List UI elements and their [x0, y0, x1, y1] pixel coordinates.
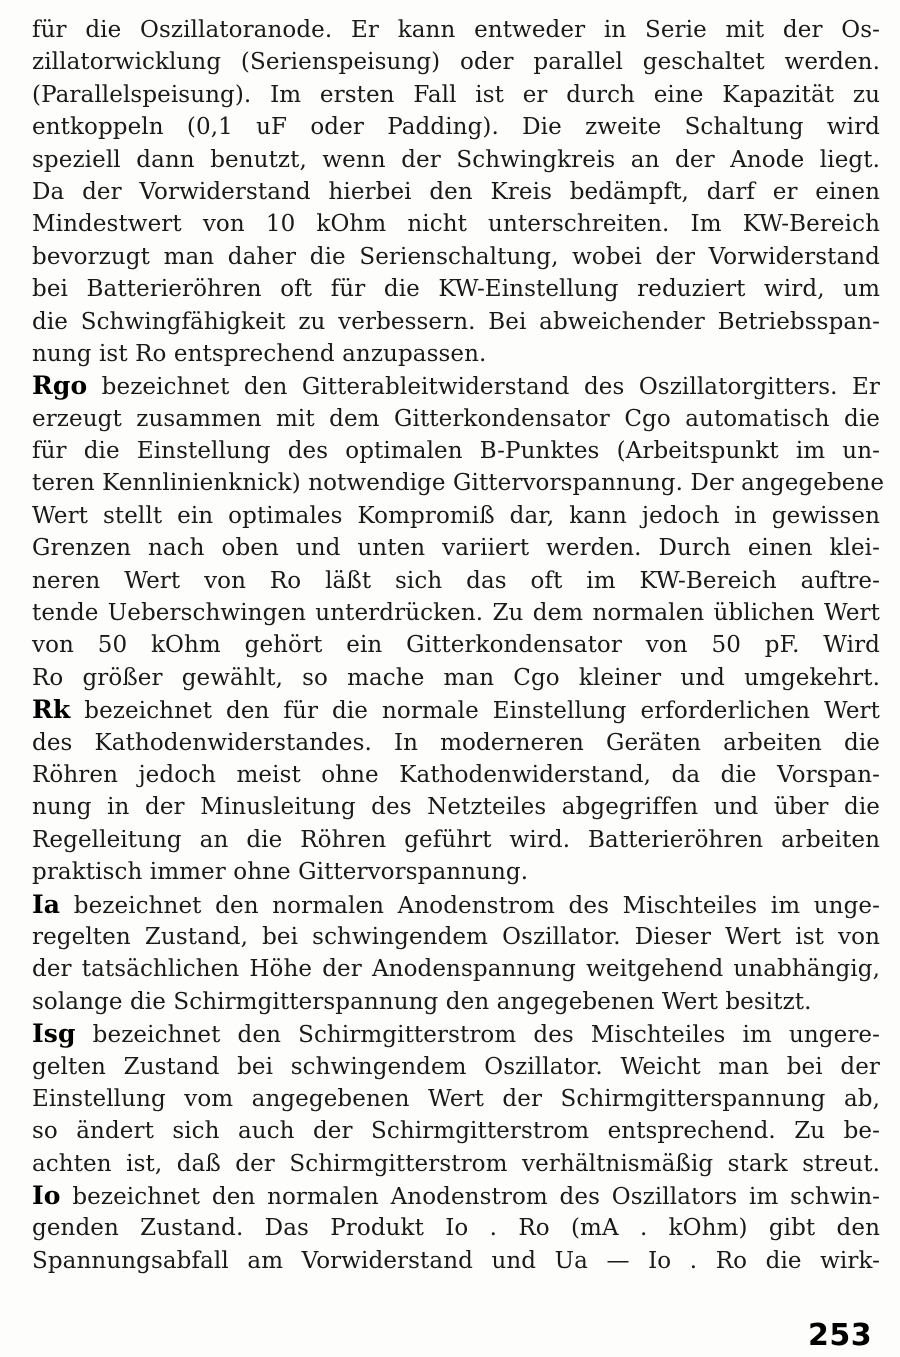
line-text: bezeichnet den für die normale Einstellung erforderlichen Wert — [70, 698, 880, 725]
text-line — [32, 306, 880, 338]
text-line — [32, 953, 880, 985]
text-line — [32, 1051, 880, 1083]
line-text: Da der Vorwiderstand hierbei den Kreis bedämpft, darf er einen — [32, 178, 880, 205]
term-label: Rgo — [32, 371, 88, 401]
term-label: Io — [32, 1181, 61, 1211]
text-line — [32, 1018, 880, 1050]
line-text: für die Einstellung des optimalen B-Punktes (Arbeitspunkt im un- — [32, 438, 880, 465]
text-line — [32, 435, 880, 467]
text-line — [32, 1212, 880, 1244]
page-number: 253 — [808, 1318, 873, 1353]
line-text: Wert stellt ein optimales Kompromiß dar, kann jedoch in gewissen — [32, 502, 880, 529]
line-text: Grenzen nach oben und unten variiert werden. Durch einen klei- — [32, 535, 880, 562]
line-text: des Kathodenwiderstandes. In moderneren Geräten arbeiten die — [32, 729, 880, 756]
text-line — [32, 273, 880, 305]
text-line — [32, 1115, 880, 1147]
text-line — [32, 79, 880, 111]
line-text: Einstellung vom angegebenen Wert der Schirmgitterspannung ab, — [32, 1085, 880, 1112]
text-line — [32, 1083, 880, 1115]
term-label: Isg — [32, 1019, 76, 1049]
text-line — [32, 597, 880, 629]
text-line — [32, 986, 880, 1018]
line-text: von 50 kOhm gehört ein Gitterkondensator von 50 pF. Wird — [32, 632, 880, 659]
text-line — [32, 662, 880, 694]
text-line — [32, 856, 880, 888]
line-text: Regelleitung an die Röhren geführt wird. Batterieröhren arbeiten — [32, 826, 880, 853]
line-text: Ro größer gewählt, so mache man Cgo kleiner und umgekehrt. — [32, 664, 880, 691]
text-line — [32, 727, 880, 759]
text-line — [32, 565, 880, 597]
line-text: bezeichnet den normalen Anodenstrom des Oszillators im schwin- — [60, 1184, 880, 1211]
text-line — [32, 500, 880, 532]
line-text: regelten Zustand, bei schwingendem Oszillator. Dieser Wert ist von — [32, 923, 880, 950]
line-text: solange die Schirmgitterspannung den angegebenen Wert besitzt. — [32, 988, 812, 1015]
text-line — [32, 241, 880, 273]
text-line — [32, 1180, 880, 1212]
line-text: nung ist Ro entsprechend anzupassen. — [32, 340, 487, 367]
text-line — [32, 759, 880, 791]
line-text: (Parallelspeisung). Im ersten Fall ist er durch eine Kapazität zu — [32, 81, 880, 108]
line-text: nung in der Minusleitung des Netzteiles abgegriffen und über die — [32, 794, 880, 821]
line-text: Röhren jedoch meist ohne Kathodenwiderstand, da die Vorspan- — [32, 761, 880, 788]
text-line — [32, 403, 880, 435]
line-text: bezeichnet den Schirmgitterstrom des Mischteiles im ungere- — [75, 1022, 880, 1049]
line-text: so ändert sich auch der Schirmgitterstrom entsprechend. Zu be- — [32, 1118, 880, 1145]
text-line — [32, 1245, 880, 1277]
line-text: tende Ueberschwingen unterdrücken. Zu dem normalen üblichen Wert — [32, 600, 880, 627]
line-text: bezeichnet den normalen Anodenstrom des Mischteiles im unge- — [60, 892, 880, 919]
term-label: Rk — [32, 695, 71, 725]
line-text: gelten Zustand bei schwingendem Oszillator. Weicht man bei der — [32, 1053, 880, 1080]
line-text: speziell dann benutzt, wenn der Schwingkreis an der Anode liegt. — [32, 146, 880, 173]
line-text: Spannungsabfall am Vorwiderstand und Ua — Io . Ro die wirk- — [32, 1247, 880, 1274]
text-line — [32, 14, 880, 46]
line-text: genden Zustand. Das Produkt Io . Ro (mA . kOhm) gibt den — [32, 1215, 880, 1242]
text-line — [32, 370, 880, 402]
line-text: praktisch immer ohne Gittervorspannung. — [32, 859, 529, 886]
text-line — [32, 532, 880, 564]
line-text: entkoppeln (0,1 uF oder Padding). Die zweite Schaltung wird — [32, 114, 880, 141]
line-text: teren Kennlinienknick) notwendige Gittervorspannung. Der angegebene — [32, 470, 885, 497]
text-line — [32, 889, 880, 921]
line-text: erzeugt zusammen mit dem Gitterkondensator Cgo automatisch die — [32, 405, 880, 432]
text-line — [32, 791, 880, 823]
line-text: Mindestwert von 10 kOhm nicht unterschreiten. Im KW-Bereich — [32, 211, 880, 238]
text-line — [32, 46, 880, 78]
term-label: Ia — [32, 889, 61, 919]
body-text — [32, 14, 885, 1277]
text-line — [32, 208, 880, 240]
text-line — [32, 629, 880, 661]
text-line — [32, 1148, 880, 1180]
line-text: die Schwingfähigkeit zu verbessern. Bei abweichender Betriebsspan- — [32, 308, 880, 335]
line-text: neren Wert von Ro läßt sich das oft im KW-Bereich auftre- — [32, 567, 880, 594]
text-line — [32, 144, 880, 176]
line-text: für die Oszillatoranode. Er kann entweder in Serie mit der Os- — [32, 17, 880, 43]
text-line — [32, 111, 880, 143]
text-line — [32, 176, 880, 208]
line-text: bevorzugt man daher die Serienschaltung, wobei der Vorwiderstand — [32, 243, 880, 270]
text-line — [32, 694, 880, 726]
text-line — [32, 338, 880, 370]
line-text: bezeichnet den Gitterableitwiderstand des Oszillatorgitters. Er — [87, 374, 880, 401]
text-line — [32, 467, 885, 499]
line-text: achten ist, daß der Schirmgitterstrom verhältnismäßig stark streut. — [32, 1150, 880, 1177]
text-line — [32, 921, 880, 953]
text-line — [32, 824, 880, 856]
line-text: der tatsächlichen Höhe der Anodenspannung weitgehend unabhängig, — [32, 956, 880, 983]
line-text: bei Batterieröhren oft für die KW-Einstellung reduziert wird, um — [32, 276, 880, 303]
line-text: zillatorwicklung (Serienspeisung) oder parallel geschaltet werden. — [32, 49, 880, 76]
